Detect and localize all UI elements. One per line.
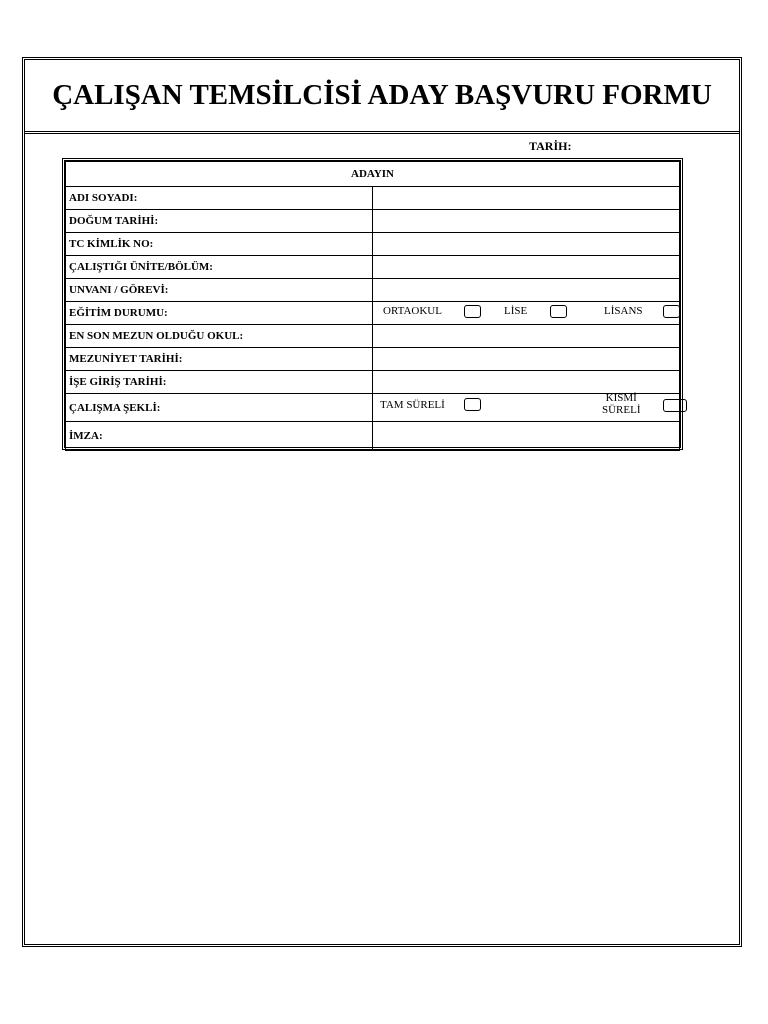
option-part-time-checkbox[interactable] bbox=[663, 399, 687, 412]
option-ortaokul-label: ORTAOKUL bbox=[383, 305, 442, 317]
option-lisans-checkbox[interactable] bbox=[663, 305, 680, 318]
last-school-field[interactable] bbox=[373, 325, 680, 348]
option-part-time-label bbox=[602, 392, 641, 416]
start-date-field[interactable] bbox=[373, 371, 680, 394]
name-field[interactable] bbox=[373, 187, 680, 210]
tc-id-field[interactable] bbox=[373, 233, 680, 256]
form-title: ÇALIŞAN TEMSİLCİSİ ADAY BAŞVURU FORMU bbox=[52, 79, 712, 111]
option-lise-label: LİSE bbox=[504, 305, 528, 317]
name-label: ADI SOYADI: bbox=[66, 187, 373, 210]
tc-id-label: TC KİMLİK NO: bbox=[66, 233, 373, 256]
date-label: TARİH: bbox=[529, 139, 572, 153]
unit-field[interactable] bbox=[373, 256, 680, 279]
option-full-time-checkbox[interactable] bbox=[464, 398, 481, 411]
graduation-date-field[interactable] bbox=[373, 348, 680, 371]
option-part-time-line2: SÜRELİ bbox=[602, 404, 641, 416]
signature-field[interactable] bbox=[373, 422, 680, 451]
applicant-table bbox=[62, 158, 683, 450]
option-lisans-label: LİSANS bbox=[604, 305, 643, 317]
form-frame bbox=[22, 57, 742, 947]
education-options bbox=[373, 302, 680, 325]
option-ortaokul-checkbox[interactable] bbox=[464, 305, 481, 318]
option-full-time-label: TAM SÜRELİ bbox=[380, 399, 445, 411]
last-school-label: EN SON MEZUN OLDUĞU OKUL: bbox=[66, 325, 373, 348]
signature-label: İMZA: bbox=[66, 422, 373, 451]
graduation-date-label: MEZUNİYET TARİHİ: bbox=[66, 348, 373, 371]
birth-date-label: DOĞUM TARİHİ: bbox=[66, 210, 373, 233]
start-date-label: İŞE GİRİŞ TARİHİ: bbox=[66, 371, 373, 394]
title-bar bbox=[25, 60, 739, 134]
option-part-time-line1: KISMİ bbox=[605, 392, 637, 404]
option-lise-checkbox[interactable] bbox=[550, 305, 567, 318]
work-type-label: ÇALIŞMA ŞEKLİ: bbox=[66, 394, 373, 422]
unit-label: ÇALIŞTIĞI ÜNİTE/BÖLÜM: bbox=[66, 256, 373, 279]
work-type-options bbox=[373, 394, 680, 422]
job-title-label: UNVANI / GÖREVİ: bbox=[66, 279, 373, 302]
table-header: ADAYIN bbox=[66, 162, 680, 187]
job-title-field[interactable] bbox=[373, 279, 680, 302]
birth-date-field[interactable] bbox=[373, 210, 680, 233]
education-label: EĞİTİM DURUMU: bbox=[66, 302, 373, 325]
